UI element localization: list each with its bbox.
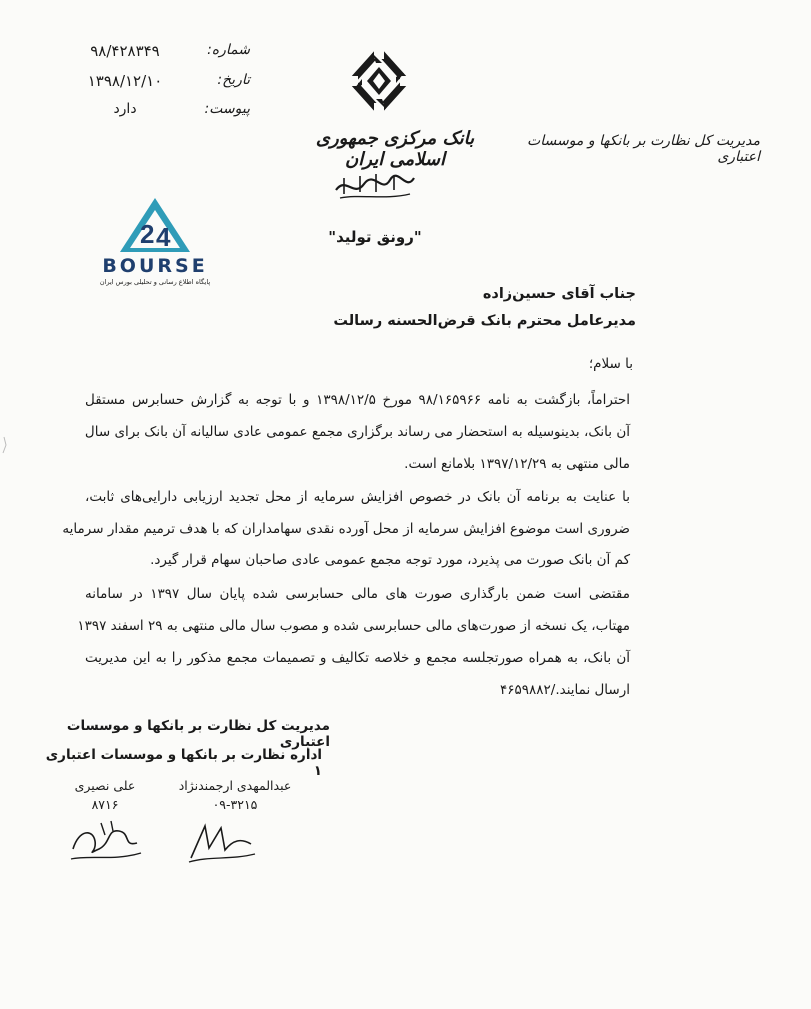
signer-name: عبدالمهدی ارجمندنژاد [178,778,292,793]
svg-text:4: 4 [156,222,171,252]
body-line: ارسال نمایند./۴۶۵۹۸۸۲ [500,682,630,698]
letter-attachment: دارد [113,101,137,117]
body-line: مقتضی است ضمن بارگذاری صورت های مالی حسابرسی شده پایان سال ۱۳۹۷ در سامانه [85,586,630,602]
body-line: ضروری است موضوع افزایش سرمایه از محل آورده نقدی سهامداران که با هدف ترمیم مقدار سرمایه [62,521,630,537]
letter-date: ۱۳۹۸/۱۲/۱۰ [87,72,163,90]
body-line: با عنایت به برنامه آن بانک در خصوص افزایش سرمایه از محل تجدید ارزیابی دارایی‌های ثابت، [85,489,630,505]
body-line: احتراماً، بازگشت به نامه ۹۸/۱۶۵۹۶۶ مورخ ۱۳۹۸/۱۲/۵ و با توجه به گزارش حسابرس مستقل [85,392,630,408]
body-line: آن بانک، بدینوسیله به استحضار می رساند برگزاری مجمع عمومی عادی سالیانه آن بانک برای سال [84,424,630,440]
body-line: آن بانک، به همراه صورتجلسه مجمع و خلاصه تکالیف و تصمیمات مجمع مذکور را به این مدیریت [85,650,630,666]
meta-attachment-row [70,101,250,125]
handwritten-signature [185,818,260,866]
meta-date-row [70,72,250,96]
greeting: با سلام؛ [588,356,633,372]
svg-text:2: 2 [140,219,155,249]
recipient-title: مدیرعامل محترم بانک قرض‌الحسنه رسالت [333,313,636,329]
recipient-name: جناب آقای حسین‌زاده [482,286,636,302]
signer-code: ۸۷۱۶ [91,797,119,812]
body-line: کم آن بانک صورت می پذیرد، مورد توجه مجمع عمومی عادی صاحبان سهام قرار گیرد. [150,552,630,568]
body-line: مهتاب، یک نسخه از صورت‌های مالی حسابرسی شده و مصوب سال مالی منتهی به ۲۹ اسفند ۱۳۹۷ [77,618,630,634]
signature-office: اداره نظارت بر بانکها و موسسات اعتباری ۱ [45,747,322,779]
meta-number-row [70,42,250,66]
body-line: مالی منتهی به ۱۳۹۷/۱۲/۲۹ بلامانع است. [404,456,630,472]
letter-number-label: شماره: [207,42,250,58]
signer-name: علی نصیری [74,778,136,793]
department-header: مدیریت کل نظارت بر بانکها و موسسات اعتباری [527,133,760,165]
signature-dept: مدیریت کل نظارت بر بانکها و موسسات اعتباری [66,718,330,750]
basmala-calligraphy [330,168,420,202]
bourse-subtitle: پایگاه اطلاع رسانی و تحلیلی بورس ایران [99,278,211,286]
bourse-brand: BOURSE [102,255,208,277]
letter-number: ۹۸/۴۲۸۳۴۹ [90,42,160,60]
handwritten-signature [65,815,145,865]
scan-mark [0,435,8,455]
slogan: "رونق تولید" [328,228,422,246]
letter-date-label: تاریخ: [217,72,250,88]
bourse-logo-icon [90,196,220,258]
central-bank-emblem-icon [344,45,414,117]
signer-code: ۰۹-۳۲۱۵ [212,797,258,812]
letter-attachment-label: پیوست: [204,101,250,117]
bank-name: بانک مرکزی جمهوری اسلامی ایران [315,128,475,170]
